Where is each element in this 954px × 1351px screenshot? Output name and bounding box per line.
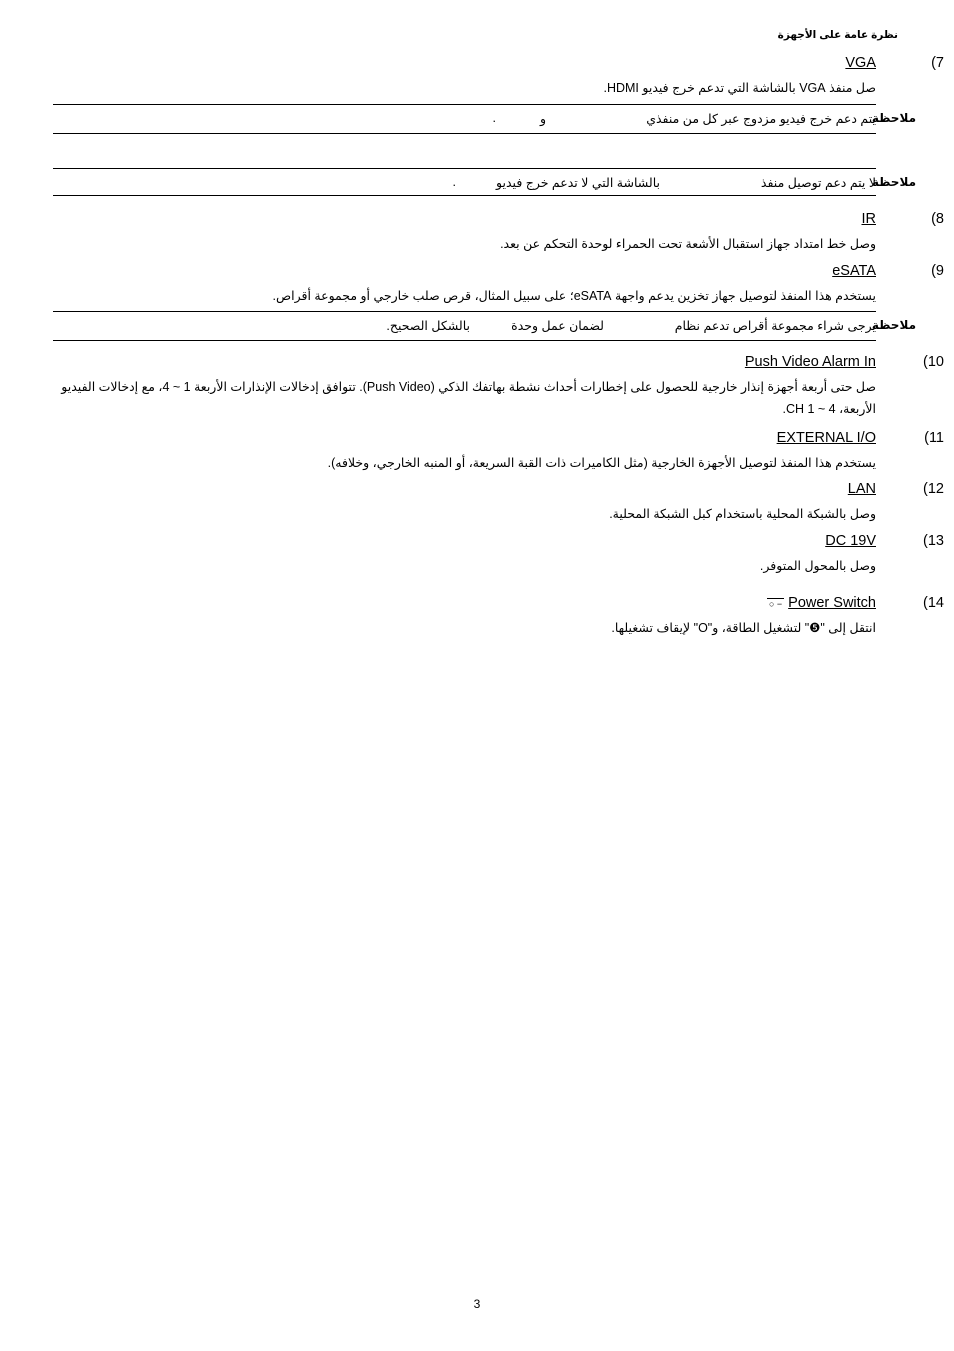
item-number: 10) [923, 354, 944, 370]
item-power-switch [60, 595, 944, 639]
item-name: Power Switch [788, 595, 876, 611]
item-number: 14) [923, 595, 944, 611]
item-number: 11) [924, 430, 944, 446]
page-header: نظرة عامة على الأجهزة [777, 29, 898, 41]
item-number: 7) [931, 55, 944, 71]
note-text: . [452, 175, 456, 189]
note-text: يرجى شراء مجموعة أقراص تدعم نظام [674, 319, 876, 333]
note-box [53, 311, 916, 341]
power-switch-icon: − ○ [768, 599, 783, 609]
page-number: 3 [473, 1297, 481, 1311]
note-text: لا يتم دعم توصيل منفذ [760, 176, 876, 190]
note-text: بالشكل الصحيح. [386, 319, 470, 333]
item-ir [60, 211, 944, 255]
note-label: ملاحظة [871, 111, 916, 125]
item-esata [60, 263, 944, 307]
item-description: صل منفذ VGA بالشاشة التي تدعم خرج فيديو HDMI. [603, 81, 876, 95]
item-description: وصل بالشبكة المحلية باستخدام كبل الشبكة المحلية. [609, 507, 876, 521]
note-text: . [492, 111, 496, 125]
item-number: 13) [923, 533, 944, 549]
item-lan [60, 481, 944, 525]
item-name: DC 19V [825, 533, 876, 549]
item-description: وصل خط امتداد جهاز استقبال الأشعة تحت الحمراء لوحدة التحكم عن بعد. [500, 237, 876, 251]
item-name: IR [861, 211, 876, 227]
item-name: VGA [845, 55, 876, 71]
item-external-io [60, 430, 944, 474]
note-label: ملاحظة [871, 175, 916, 189]
item-number: 8) [931, 211, 944, 227]
note-text: يتم دعم خرج فيديو مزدوج عبر كل من منفذي [646, 112, 876, 126]
item-name: LAN [847, 481, 876, 497]
note-box [53, 104, 916, 134]
note-text: و [539, 112, 546, 126]
item-description: وصل بالمحول المتوفر. [759, 559, 876, 573]
item-number: 9) [931, 263, 944, 279]
item-name: EXTERNAL I/O [776, 430, 876, 446]
item-push-video-alarm-in [60, 354, 944, 420]
item-name: eSATA [832, 263, 876, 279]
item-description: يستخدم هذا المنفذ لتوصيل جهاز تخزين يدعم واجهة eSATA؛ على سبيل المثال، قرص صلب خارجي أو مجموعة أقراص. [272, 289, 876, 303]
item-name: Push Video Alarm In [744, 354, 876, 370]
item-vga [60, 55, 944, 99]
note-text: لضمان عمل وحدة [511, 319, 604, 333]
item-number: 12) [923, 481, 944, 497]
note-text: بالشاشة التي لا تدعم خرج فيديو [496, 176, 660, 190]
item-dc-19v [60, 533, 944, 577]
note-label: ملاحظة [871, 318, 916, 332]
item-description: صل حتى أربعة أجهزة إنذار خارجية للحصول على إخطارات أحداث نشطة بهاتفك الذكي (Push Video). تتوافق إدخالات الإنذارات الأربعة 1 ~ 4، مع إدخالات الفيديو الأربعة، CH 1 ~ 4. [61, 380, 876, 416]
note-box [53, 168, 916, 196]
item-description: يستخدم هذا المنفذ لتوصيل الأجهزة الخارجية (مثل الكاميرات ذات القبة السريعة، أو المنبه الخارجي، وخلافه). [327, 456, 876, 470]
item-description: انتقل إلى "❺" لتشغيل الطاقة، و"O" لإيقاف تشغيلها. [611, 621, 876, 635]
